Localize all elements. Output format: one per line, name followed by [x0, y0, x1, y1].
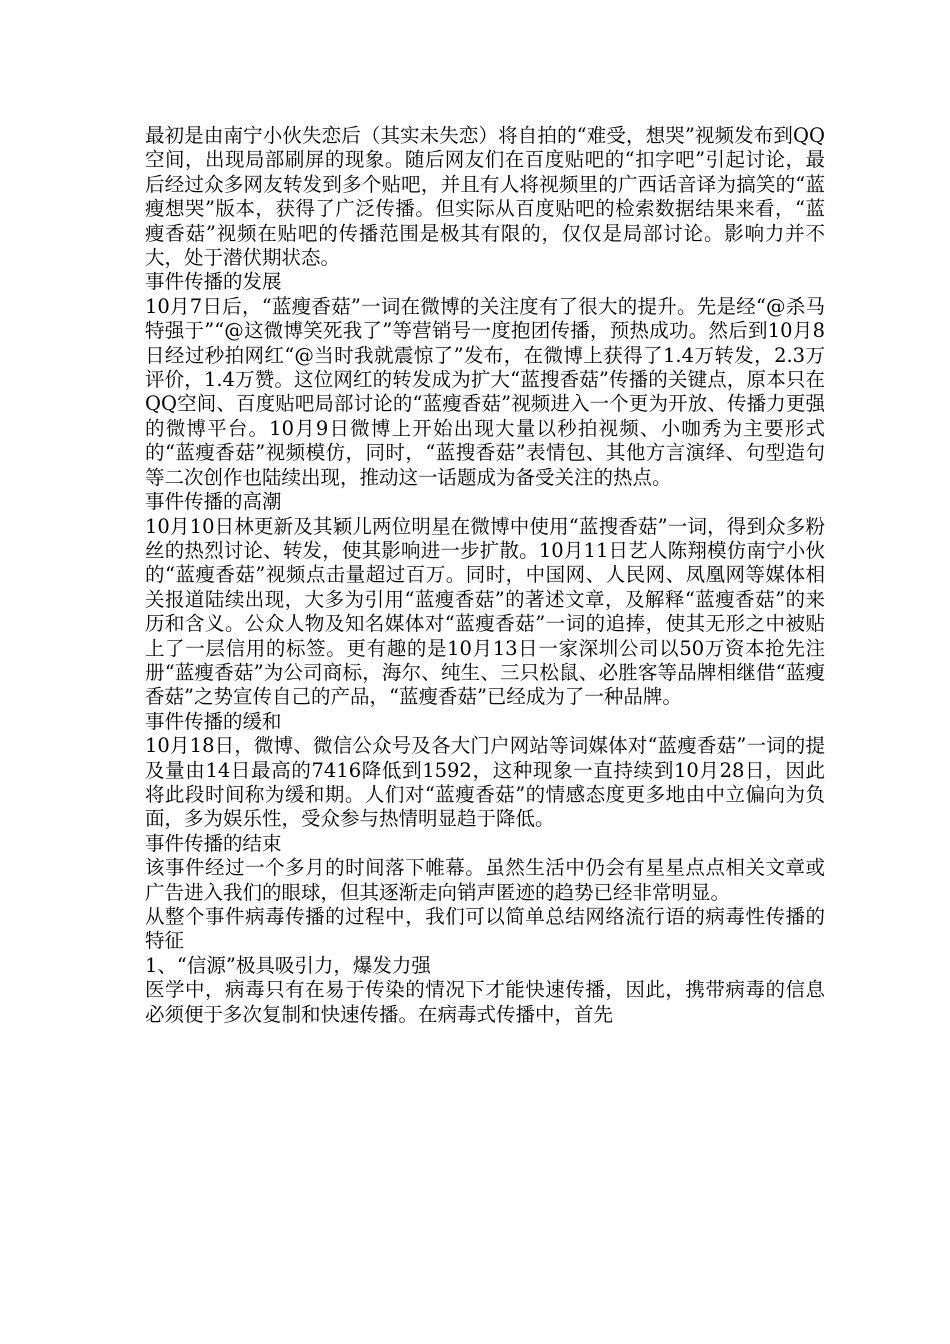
heading-climax: 事件传播的高潮: [145, 490, 282, 514]
heading-feature-1: 1、“信源”极具吸引力，爆发力强: [145, 953, 431, 977]
paragraph-summary-intro: 从整个事件病毒传播的过程中，我们可以简单总结网络流行语的病毒性传播的特征: [145, 905, 825, 953]
heading-development: 事件传播的发展: [145, 270, 282, 294]
paragraph-easing: 10月18日，微博、微信公众号及各大门户网站等词媒体对“蓝瘦香菇”一词的提及量由14日最高的7416降低到1592，这种现象一直持续到10月28日，因此将此段时间称为缓和期。人们对“蓝瘦香菇”的情感态度更多地由中立偏向为负面，多为娱乐性，受众参与热情明显趋于降低。: [145, 734, 825, 831]
paragraph-feature-1: 医学中，病毒只有在易于传染的情况下才能快速传播，因此，携带病毒的信息必须便于多次复制和快速传播。在病毒式传播中，首先: [145, 978, 825, 1026]
paragraph-development: 10月7日后，“蓝瘦香菇”一词在微博的关注度有了很大的提升。先是经“@杀马特强于”“@这微博笑死我了”等营销号一度抱团传播，预热成功。然后到10月8日经过秒拍网红“@当时我就震惊了”发布，在微博上获得了1.4万转发，2.3万评价，1.4万赞。这位网红的转发成为扩大“蓝搜香菇”传播的关键点，原本只在QQ空间、百度贴吧局部讨论的“蓝瘦香菇”视频进入一个更为开放、传播力更强的微博平台。10月9日微博上开始出现大量以秒拍视频、小咖秀为主要形式的“蓝瘦香菇”视频模仿，同时，“蓝搜香菇”表情包、其他方言演绎、句型造句等二次创作也陆续出现，推动这一话题成为备受关注的热点。: [145, 294, 825, 489]
heading-easing: 事件传播的缓和: [145, 709, 282, 733]
paragraph-climax: 10月10日林更新及其颖儿两位明星在微博中使用“蓝搜香菇”一词，得到众多粉丝的热烈讨论、转发，使其影响进一步扩散。10月11日艺人陈翔模仿南宁小伙的“蓝瘦香菇”视频点击量超过百万。同时，中国网、人民网、凤凰网等媒体相关报道陆续出现，大多为引用“蓝瘦香菇”的著述文章，及解释“蓝瘦香菇”的来历和含义。公众人物及知名媒体对“蓝瘦香菇”一词的追捧，使其无形之中被贴上了一层信用的标签。更有趣的是10月13日一家深圳公司以50万资本抢先注册“蓝瘦香菇”为公司商标，海尔、纯生、三只松鼠、必胜客等品牌相继借“蓝瘦香菇”之势宣传自己的产品，“蓝瘦香菇”已经成为了一种品牌。: [145, 514, 825, 709]
paragraph-end: 该事件经过一个多月的时间落下帷幕。虽然生活中仍会有星星点点相关文章或广告进入我们的眼球，但其逐渐走向销声匿迹的趋势已经非常明显。: [145, 856, 825, 904]
heading-end: 事件传播的结束: [145, 831, 282, 855]
paragraph-origin: 最初是由南宁小伙失恋后（其实未失恋）将自拍的“难受，想哭”视频发布到QQ空间，出现局部刷屏的现象。随后网友们在百度贴吧的“扣字吧”引起讨论，最后经过众多网友转发到多个贴吧，并且有人将视频里的广西话音译为搞笑的“蓝瘦想哭”版本，获得了广泛传播。但实际从百度贴吧的检索数据结果来看，“蓝瘦香菇”视频在贴吧的传播范围是极其有限的，仅仅是局部讨论。影响力并不大，处于潜伏期状态。: [145, 124, 825, 270]
document-body: [145, 124, 825, 1027]
